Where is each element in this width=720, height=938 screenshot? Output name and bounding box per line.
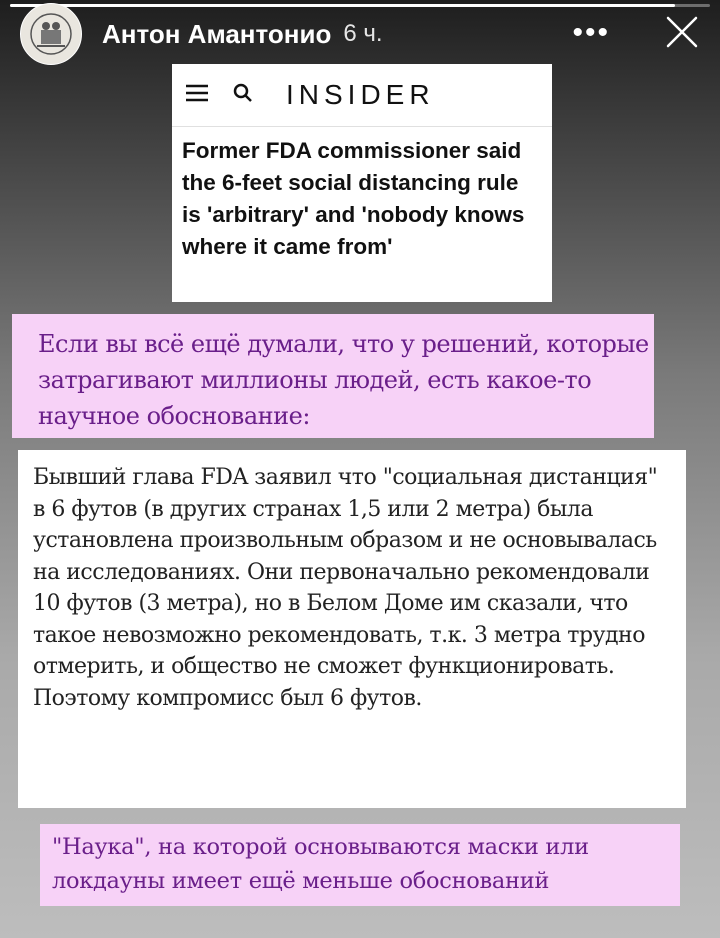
story-author-name[interactable]: Антон Амантонио: [102, 18, 332, 49]
article-headline: Former FDA commissioner said the 6-feet social distancing rule is 'arbitrary' and 'nobody knows where it came from': [182, 138, 525, 259]
body-caption: Бывший глава FDA заявил что "социальная дистанция" в 6 футов (в других странах 1,5 или 2 метра) была установлена произвольным образом и не основывалась на исследованиях. Они первоначально рекомендовали 10 футов (3 метра), но в Белом Доме им сказали, что такое невозможно рекомендовать, т.к. 3 метра трудно отмерить, и общество не сможет функционировать. Поэтому компромисс был 6 футов.: [18, 450, 686, 808]
avatar[interactable]: [20, 3, 82, 65]
insider-logo: INSIDER: [286, 79, 435, 110]
story-header: [20, 6, 700, 62]
insider-article-screenshot: [172, 64, 552, 302]
more-options-icon[interactable]: •••: [572, 16, 610, 49]
outro-caption: "Наука", на которой основываются маски или локдауны имеет ещё меньше обоснований: [40, 824, 680, 906]
search-icon: [232, 82, 254, 109]
insider-nav-bar: [172, 64, 552, 127]
close-icon[interactable]: [664, 14, 700, 55]
avatar-illustration-icon: [29, 12, 73, 56]
intro-caption: Если вы всё ещё думали, что у решений, которые затрагивают миллионы людей, есть какое-то научное обоснование:: [12, 314, 654, 438]
hamburger-menu-icon: [184, 83, 210, 108]
story-timestamp: 6 ч.: [343, 20, 383, 47]
